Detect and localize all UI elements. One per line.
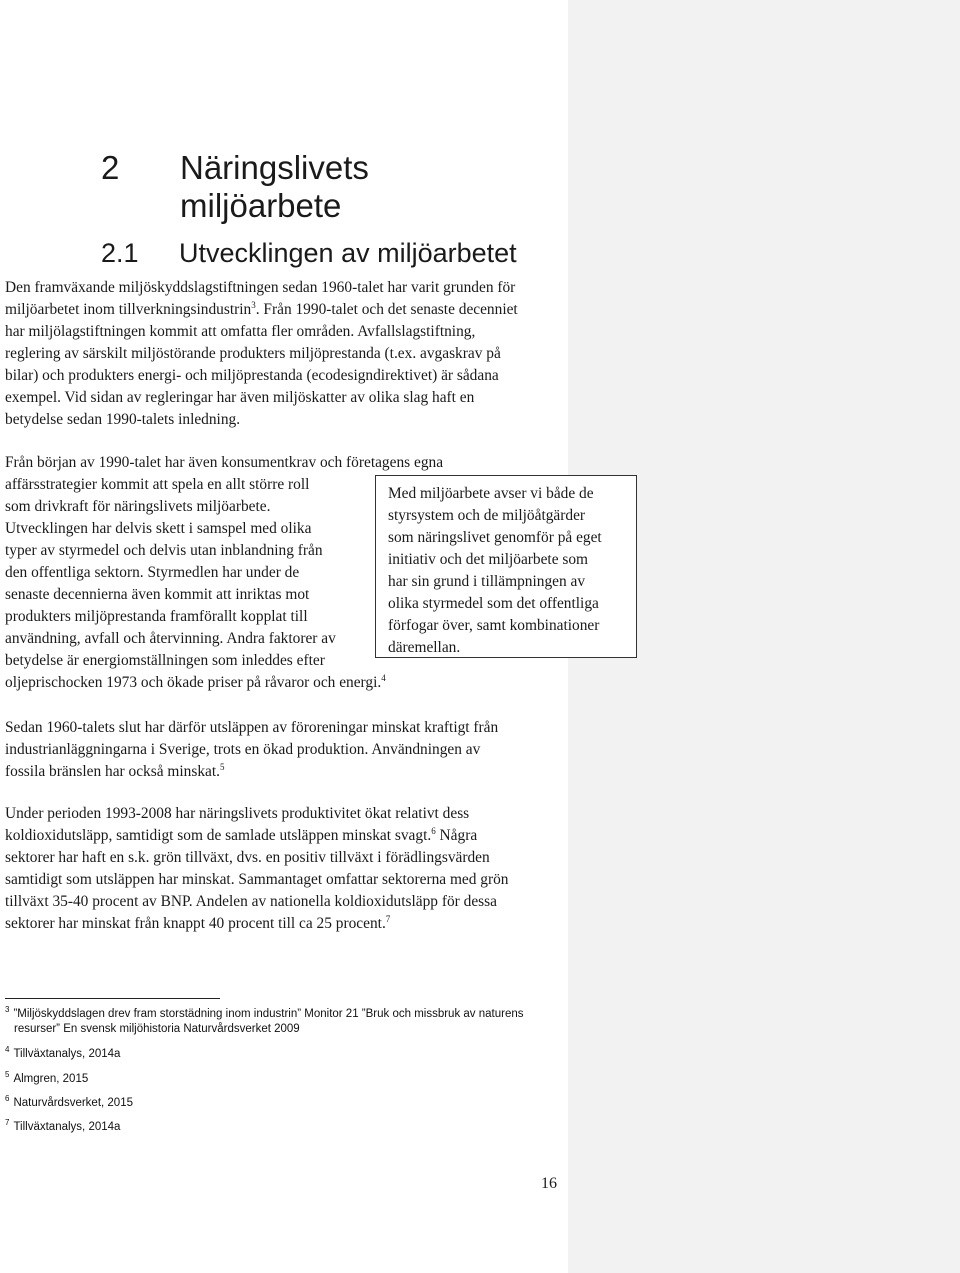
- footnote-3: $^3$ ”Miljöskyddslagen drev fram storstädning inom industrin” Monitor 21 ”Bruk och missbruk av naturens resurser” En svensk miljöhistoria Naturvårdsverket 2009: [5, 1005, 524, 1035]
- footnote-ref[interactable]: 7: [385, 913, 391, 924]
- section-title: Utvecklingen av miljöarbetet: [179, 238, 517, 268]
- chapter-number: 2: [101, 149, 120, 186]
- footnote-ref[interactable]: 5: [220, 761, 225, 772]
- footnote-4: $^4$ Tillväxtanalys, 2014a: [5, 1045, 121, 1060]
- paragraph-intro: Den framväxande miljöskyddslagstiftningen sedan 1960-talet har varit grunden för miljöarbetet inom tillverkningsindustrin$^3$. Från 1990-talet och det senaste decenniet har miljölagstiftningen kommit att omfatta fler områden. Avfallslagstiftning, reglering av särskilt miljöstörande produkters miljöprestanda (t.ex. avgaskrav på bilar) och produkters energi- och miljöprestanda (ecodesigndirektivet) är sådana exempel. Vid sidan av regleringar har även miljöskatter av olika slag haft en betydelse sedan 1990-talets inledning.: [5, 279, 518, 428]
- section-number: 2.1: [101, 238, 139, 268]
- footnote-ref[interactable]: 6: [431, 825, 436, 836]
- paragraph-emissions: Sedan 1960-talets slut har därför utsläppen av föroreningar minskat kraftigt från industrianläggningarna i Sverige, trots en ökad produktion. Användningen av fossila bränslen har också minskat.$^5$: [5, 719, 499, 780]
- chapter-title: Näringslivets miljöarbete: [180, 149, 369, 224]
- page-number: 16: [541, 1175, 557, 1192]
- section-heading: [101, 235, 517, 271]
- paragraph-consumer-demands: Från början av 1990-talet har även konsumentkrav och företagens egna affärsstrategier kommit att spela en allt större roll som drivkraft för näringslivets miljöarbete. Utvecklingen har delvis skett i samspel med olika typer av styrmedel och delvis utan inblandning från den offentliga sektorn. Styrmedlen har under de senaste decennierna även kommit att inriktas mot produkters miljöprestanda framförallt kopplat till användning, avfall och återvinning. Andra faktorer av betydelse är energiomställningen som inleddes efter oljeprischocken 1973 och ökade priser på råvaror och energi.$^4$: [5, 454, 444, 691]
- footnote-ref[interactable]: 3: [251, 299, 256, 310]
- footnote-separator: [5, 998, 220, 999]
- footnote-5: $^5$ Almgren, 2015: [5, 1070, 89, 1085]
- footnote-ref[interactable]: 4: [381, 672, 386, 683]
- definition-textbox: Med miljöarbete avser vi både de styrsystem och de miljöåtgärder som näringslivet genomför på eget initiativ och det miljöarbete som har sin grund i tillämpningen av olika styrmedel som det offentliga förfogar över, samt kombinationer däremellan.: [375, 475, 637, 658]
- footnote-7: $^7$ Tillväxtanalys, 2014a: [5, 1118, 121, 1133]
- paragraph-productivity: Under perioden 1993-2008 har näringslivets produktivitet ökat relativt dess koldioxidutsläpp, samtidigt som de samlade utsläppen minskat svagt.$^6$ Några sektorer har haft en s.k. grön tillväxt, dvs. en positiv tillväxt i förädlingsvärden samtidigt som utsläppen har minskat. Sammantaget omfattar sektorerna med grön tillväxt 35-40 procent av BNP. Andelen av nationella koldioxidutsläpp för dessa sektorer har minskat från knappt 40 procent till ca 25 procent.$^7$: [5, 805, 509, 932]
- footnote-6: $^6$ Naturvårdsverket, 2015: [5, 1094, 133, 1109]
